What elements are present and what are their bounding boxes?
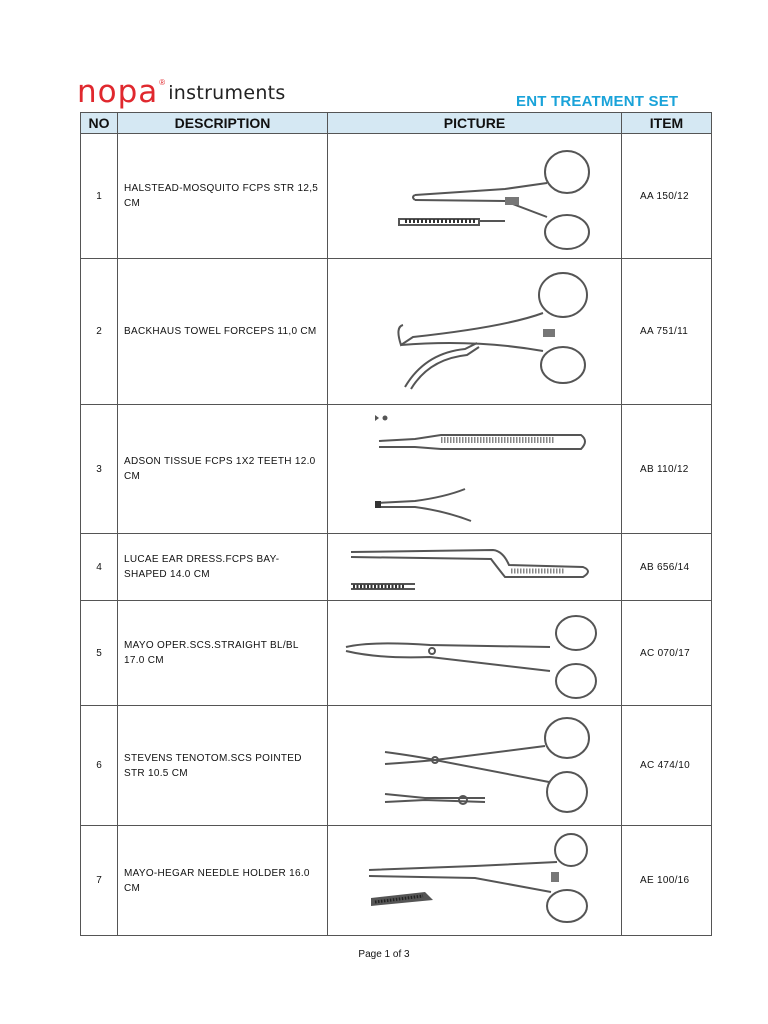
row-picture [328,826,622,936]
row-number: 1 [81,134,118,259]
logo-brand-name: nopa [77,74,159,110]
scissors-icon [340,603,610,703]
column-header-picture: PICTURE [328,113,622,134]
logo-registered-mark: ® [159,78,166,87]
logo-brand-suffix: instruments [168,82,286,104]
row-item-code: AE 100/16 [622,826,712,936]
row-description: BACKHAUS TOWEL FORCEPS 11,0 CM [118,259,328,405]
table-row [81,534,712,601]
hemostat-forceps-icon [355,139,595,254]
row-picture [328,534,622,601]
row-number: 7 [81,826,118,936]
row-item-code: AC 070/17 [622,601,712,706]
instrument-table [80,112,712,936]
row-number: 6 [81,706,118,826]
tenotomy-scissors-icon [355,710,595,822]
row-description: HALSTEAD-MOSQUITO FCPS STR 12,5 CM [118,134,328,259]
column-header-item: ITEM [622,113,712,134]
needle-holder-icon [355,828,595,933]
row-item-code: AB 110/12 [622,405,712,534]
column-header-description: DESCRIPTION [118,113,328,134]
row-picture [328,259,622,405]
table-row [81,706,712,826]
row-picture [328,405,622,534]
row-number: 4 [81,534,118,601]
brand-logo [77,74,286,108]
column-header-no: NO [81,113,118,134]
page-number: Page 1 of 3 [358,949,410,960]
towel-clamp-icon [355,267,595,397]
row-description: MAYO-HEGAR NEEDLE HOLDER 16.0 CM [118,826,328,936]
table-header-row [81,113,712,134]
row-item-code: AA 150/12 [622,134,712,259]
row-item-code: AB 656/14 [622,534,712,601]
row-description: LUCAE EAR DRESS.FCPS BAY-SHAPED 14.0 CM [118,534,328,601]
row-description: ADSON TISSUE FCPS 1X2 TEETH 12.0 CM [118,405,328,534]
row-description: STEVENS TENOTOM.SCS POINTED STR 10.5 CM [118,706,328,826]
row-item-code: AC 474/10 [622,706,712,826]
table-row [81,259,712,405]
table-row [81,601,712,706]
table-row [81,826,712,936]
row-number: 5 [81,601,118,706]
row-picture [328,134,622,259]
table-row [81,405,712,534]
ear-forceps-icon [345,537,605,597]
row-description: MAYO OPER.SCS.STRAIGHT BL/BL 17.0 CM [118,601,328,706]
document-title: ENT TREATMENT SET [516,93,679,110]
row-picture [328,706,622,826]
row-picture [328,601,622,706]
tissue-forceps-icon [355,409,595,529]
table-row [81,134,712,259]
row-number: 3 [81,405,118,534]
row-item-code: AA 751/11 [622,259,712,405]
row-number: 2 [81,259,118,405]
